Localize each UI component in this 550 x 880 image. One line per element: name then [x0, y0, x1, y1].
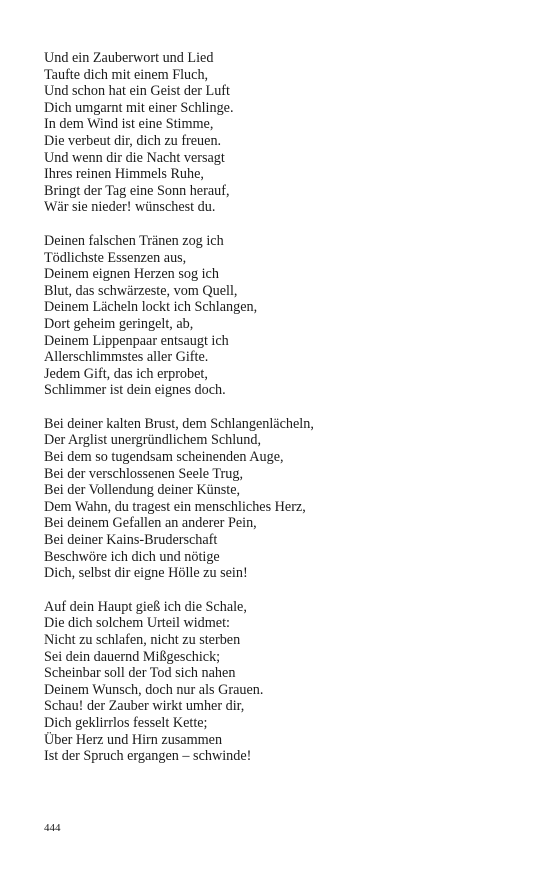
poem-line: Bei der Vollendung deiner Künste,	[44, 482, 241, 499]
poem-line: Deinem eignen Herzen sog ich	[44, 266, 219, 283]
poem-line: Sei dein dauernd Mißgeschick;	[44, 648, 221, 665]
poem-line: Bei der verschlossenen Seele Trug,	[44, 465, 243, 482]
stanza	[44, 599, 514, 765]
poem-line: Nicht zu schlafen, nicht zu sterben	[44, 632, 241, 648]
poem-line: Bei deiner Kains-Bruderschaft	[44, 532, 218, 549]
poem-line: Bringt der Tag eine Sonn herauf,	[44, 182, 230, 199]
poem-body	[44, 50, 514, 782]
stanza	[44, 416, 514, 582]
poem-line: Allerschlimmstes aller Gifte.	[44, 349, 209, 366]
poem-line: Bei deinem Gefallen an anderer Pein,	[44, 515, 257, 532]
poem-line: Blut, das schwärzeste, vom Quell,	[44, 282, 238, 299]
poem-line: Deinen falschen Tränen zog ich	[44, 232, 224, 249]
poem-line: Auf dein Haupt gieß ich die Schale,	[44, 598, 247, 615]
poem-line: Dort geheim geringelt, ab,	[44, 315, 194, 332]
poem-line: Und wenn dir die Nacht versagt	[44, 149, 225, 166]
poem-line: Deinem Lippenpaar entsaugt ich	[44, 332, 229, 349]
poem-line: Schlimmer ist dein eignes doch.	[44, 382, 226, 399]
poem-line: Dich umgarnt mit einer Schlinge.	[44, 99, 234, 116]
stanza	[44, 50, 514, 216]
poem-line: Die verbeut dir, dich zu freuen.	[44, 132, 222, 149]
poem-line: Bei deiner kalten Brust, dem Schlangenlächeln,	[44, 415, 314, 432]
poem-line: Ihres reinen Himmels Ruhe,	[44, 166, 204, 183]
poem-line: Dem Wahn, du tragest ein menschliches Herz,	[44, 498, 306, 515]
poem-line: Dich geklirrlos fesselt Kette;	[44, 714, 208, 731]
poem-line: Jedem Gift, das ich erprobet,	[44, 365, 208, 382]
poem-line: Schau! der Zauber wirkt umher dir,	[44, 698, 245, 715]
poem-line: Deinem Lächeln lockt ich Schlangen,	[44, 299, 258, 316]
page-number: 444	[44, 822, 61, 834]
poem-line: Der Arglist unergründlichem Schlund,	[44, 432, 261, 449]
poem-line: Die dich solchem Urteil widmet:	[44, 615, 230, 632]
poem-line: Und ein Zauberwort und Lied	[44, 50, 214, 66]
poem-line: Taufte dich mit einem Fluch,	[44, 66, 209, 83]
poem-line: Bei dem so tugendsam scheinenden Auge,	[44, 449, 284, 466]
poem-line: Beschwöre ich dich und nötige	[44, 548, 220, 565]
poem-line: Dich, selbst dir eigne Hölle zu sein!	[44, 565, 248, 582]
poem-line: Über Herz und Hirn zusammen	[44, 731, 223, 748]
poem-line: Scheinbar soll der Tod sich nahen	[44, 665, 236, 682]
stanza	[44, 233, 514, 399]
poem-line: Und schon hat ein Geist der Luft	[44, 83, 230, 100]
poem-line: Deinem Wunsch, doch nur als Grauen.	[44, 681, 264, 698]
poem-line: In dem Wind ist eine Stimme,	[44, 116, 214, 133]
poem-line: Wär sie nieder! wünschest du.	[44, 199, 216, 216]
poem-line: Ist der Spruch ergangen – schwinde!	[44, 748, 252, 765]
poem-line: Tödlichste Essenzen aus,	[44, 249, 187, 266]
